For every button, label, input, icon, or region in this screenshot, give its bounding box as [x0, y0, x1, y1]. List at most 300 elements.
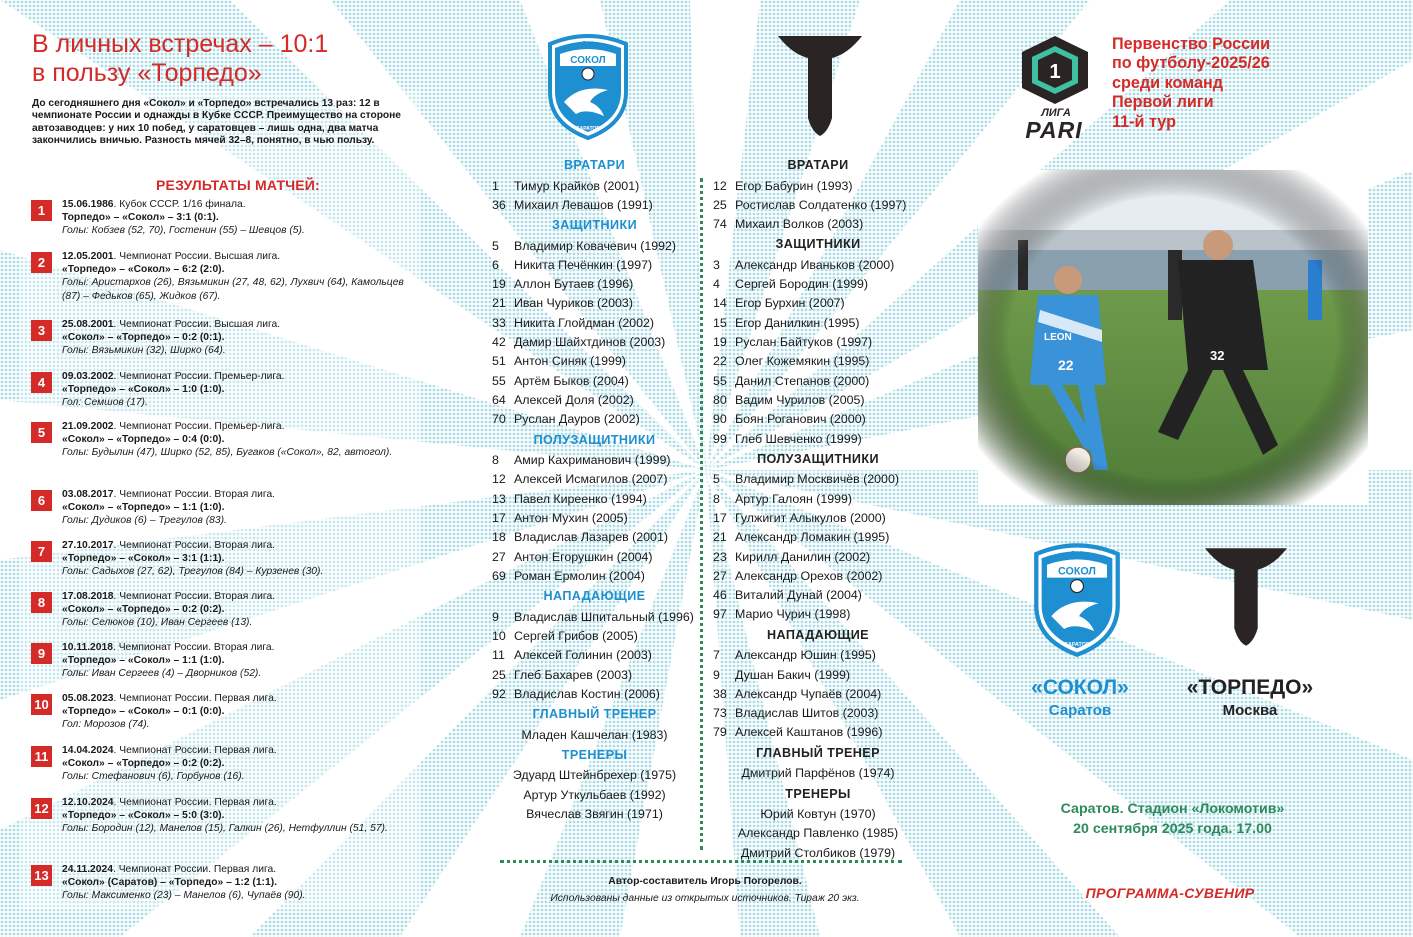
headline	[32, 30, 472, 88]
match-goals: Голы: Вязьмикин (32), Ширко (64).	[62, 345, 226, 357]
match-text	[62, 488, 407, 528]
player-row	[492, 275, 697, 294]
match-score: «Торпедо» – «Сокол» – 6:2 (2:0).	[62, 264, 225, 276]
midfielders-title: ПОЛУЗАЩИТНИКИ	[533, 432, 656, 447]
head-coach-title: ГЛАВНЫЙ ТРЕНЕР	[532, 707, 657, 722]
team-b-name: «ТОРПЕДО»	[1186, 676, 1314, 699]
torpedo-logo-icon	[778, 36, 862, 136]
player-number: 19	[713, 335, 727, 350]
team-a-city: Саратов	[1048, 702, 1112, 719]
match-competition: . Чемпионат России. Вторая лига.	[112, 642, 275, 653]
player-name: Владимир Москвичёв (2000)	[735, 472, 899, 487]
player-number: 12	[713, 178, 727, 193]
match-header	[62, 591, 275, 602]
results-title: РЕЗУЛЬТАТЫ МАТЧЕЙ:	[156, 177, 320, 193]
match-competition: . Чемпионат России. Премьер-лига.	[113, 421, 285, 432]
venue-line1: Саратов. Стадион «Локомотив»	[1060, 801, 1285, 817]
match-goals: Голы: Стефанович (6), Горбунов (16).	[62, 771, 245, 783]
intro-paragraph: До сегодняшнего дня «Сокол» и «Торпедо» встречались 13 раз: 12 в чемпионате России и однажды в Кубке СССР. Преимущество на стороне автозаводцев: у них 10 побед, у саратовцев – лишь одна, два матча закончились вничью. Разность мячей 32–8, понятно, в чью пользу.	[32, 98, 401, 147]
player-number: 13	[492, 491, 506, 506]
player-row	[713, 548, 923, 567]
player-name: Алексей Голинин (2003)	[514, 648, 652, 663]
match-number-badge: 11	[31, 746, 52, 767]
player-row	[492, 528, 697, 547]
player-number: 55	[492, 373, 506, 388]
tournament-line4: Первой лиги	[1112, 93, 1214, 112]
match-competition: . Чемпионат России. Первая лига.	[113, 693, 277, 704]
player-number: 19	[492, 277, 506, 292]
player-name: Антон Егорушкин (2004)	[514, 549, 653, 564]
match-score: «Сокол» – «Торпедо» – 1:1 (1:0).	[62, 502, 225, 514]
player-row	[492, 177, 697, 196]
divider-vertical	[700, 178, 703, 850]
player-number: 80	[713, 392, 727, 407]
player-name: Владислав Лазарев (2001)	[514, 530, 668, 545]
match-goals: Голы: Садыхов (27, 62), Трегулов (84) – Курзенев (30).	[62, 566, 324, 578]
credits-author: Автор-составитель Игорь Погорелов.	[608, 876, 802, 887]
match-header	[62, 693, 277, 704]
match-header	[62, 797, 277, 808]
player-name: Алексей Исмагилов (2007)	[514, 472, 668, 487]
player-row	[713, 352, 923, 371]
player-name: Данил Степанов (2000)	[735, 373, 870, 388]
match-header	[62, 642, 274, 653]
match-score: «Торпедо» – «Сокол» – 0:1 (0:0).	[62, 706, 225, 718]
match-score: «Торпедо» – «Сокол» – 3:1 (1:1).	[62, 553, 225, 565]
match-number-badge: 5	[31, 422, 52, 443]
player-name: Кирилл Данилин (2002)	[735, 549, 871, 564]
defenders-title: ЗАЩИТНИКИ	[775, 237, 861, 252]
player-number: 27	[713, 568, 727, 583]
match-date: 15.06.1986	[62, 199, 114, 210]
souvenir-label: ПРОГРАММА-СУВЕНИР	[1085, 885, 1255, 901]
player-number: 5	[492, 238, 499, 253]
player-number: 9	[713, 667, 720, 682]
player-number: 18	[492, 530, 506, 545]
player-row	[492, 196, 697, 215]
match-date: 17.08.2018	[62, 591, 114, 602]
player-row	[713, 723, 923, 742]
player-row	[492, 548, 697, 567]
player-row	[713, 391, 923, 410]
match-goals: Голы: Будылин (47), Ширко (52, 85), Бугаков («Сокол», 82, автогол).	[62, 447, 393, 459]
match-date: 24.11.2024	[62, 864, 113, 875]
player-row	[492, 490, 697, 509]
match-number-badge: 2	[31, 252, 52, 273]
tournament-line2: по футболу-2025/26	[1112, 54, 1270, 73]
player-name: Вадим Чурилов (2005)	[735, 392, 865, 407]
sokol-crest-name: СОКОЛ	[570, 55, 606, 66]
player-row	[492, 627, 697, 646]
player-number: 46	[713, 588, 727, 603]
player-row	[713, 490, 923, 509]
player-row	[713, 372, 923, 391]
match-number-badge: 12	[31, 798, 52, 819]
coach-name: Александр Павленко (1985)	[737, 826, 899, 841]
player-row	[492, 685, 697, 704]
player-number: 27	[492, 549, 506, 564]
player-row	[713, 567, 923, 586]
player-number: 8	[713, 491, 720, 506]
player-name: Сергей Бородин (1999)	[735, 277, 869, 292]
league-digit: 1	[1049, 61, 1061, 83]
player-name: Михаил Волков (2003)	[735, 217, 864, 232]
player-number: 25	[492, 667, 506, 682]
match-header	[62, 864, 276, 875]
player-row	[492, 314, 697, 333]
match-score: «Сокол» – «Торпедо» – 0:2 (0:2).	[62, 758, 225, 770]
tournament-line5: 11-й тур	[1112, 112, 1176, 131]
match-date: 25.08.2001	[62, 319, 114, 330]
player-number: 15	[713, 315, 727, 330]
player-row	[713, 430, 923, 449]
player-number: 1	[492, 178, 499, 193]
match-number-badge: 7	[31, 541, 52, 562]
player-name: Глеб Бахарев (2003)	[514, 667, 633, 682]
match-header	[62, 371, 284, 382]
coach-name: Юрий Ковтун (1970)	[760, 807, 876, 822]
player-name: Владислав Шпитальный (1996)	[514, 609, 694, 624]
player-number: 69	[492, 568, 506, 583]
sokol-roster	[492, 155, 697, 824]
match-date: 10.11.2018	[62, 642, 113, 653]
player-number: 8	[492, 453, 499, 468]
match-text	[62, 641, 407, 681]
player-row	[492, 666, 697, 685]
player-name: Александр Юшин (1995)	[735, 648, 876, 663]
forwards-title: НАПАДАЮЩИЕ	[543, 589, 646, 604]
player-row	[492, 237, 697, 256]
player-row	[713, 685, 923, 704]
match-score: «Сокол» – «Торпедо» – 0:2 (0:1).	[62, 332, 225, 344]
player-number: 92	[492, 686, 506, 701]
match-score: «Сокол» – «Торпедо» – 0:4 (0:0).	[62, 434, 225, 446]
league-word1: ЛИГА	[1041, 107, 1071, 119]
match-text	[62, 744, 407, 784]
player-name: Антон Синяк (1999)	[514, 354, 626, 369]
player-name: Павел Киреенко (1994)	[514, 491, 647, 506]
match-number-badge: 1	[31, 200, 52, 221]
match-score: Торпедо» – «Сокол» – 3:1 (0:1).	[62, 212, 219, 224]
player-number: 17	[713, 510, 727, 525]
sokol-crest-icon	[546, 32, 630, 140]
player-number: 90	[713, 412, 727, 427]
coach-name: Артур Уткульбаев (1992)	[523, 787, 666, 802]
player-name: Владислав Костин (2006)	[514, 686, 660, 701]
match-header	[62, 540, 275, 551]
player-row	[713, 215, 923, 234]
sokol-crest-city-large: САРАТОВ	[1064, 642, 1090, 649]
match-competition: . Кубок СССР. 1/16 финала.	[113, 199, 246, 210]
player-row	[713, 196, 923, 215]
match-competition: . Чемпионат России. Первая лига.	[113, 797, 277, 808]
player-row	[492, 646, 697, 665]
player-name: Боян Роганович (2000)	[735, 412, 866, 427]
player-number: 51	[492, 354, 506, 369]
player-row	[713, 256, 923, 275]
match-text	[62, 370, 407, 410]
match-score: «Торпедо» – «Сокол» – 1:0 (1:0).	[62, 384, 225, 396]
match-text	[62, 863, 407, 903]
player-number: 99	[713, 431, 727, 446]
player-number: 4	[713, 277, 720, 292]
player-name: Александр Иваньков (2000)	[735, 257, 895, 272]
player-number: 42	[492, 335, 506, 350]
player-row	[713, 410, 923, 429]
player-number: 12	[492, 472, 506, 487]
match-number-badge: 13	[31, 865, 52, 886]
player-number: 9	[492, 609, 499, 624]
match-date: 12.05.2001	[62, 251, 114, 262]
player-number: 70	[492, 412, 506, 427]
match-header	[62, 489, 275, 500]
player-row	[713, 509, 923, 528]
head-coach-name: Младен Кашчелан (1983)	[521, 727, 668, 742]
match-score: «Торпедо» – «Сокол» – 1:1 (1:0).	[62, 655, 225, 667]
player-name: Тимур Крайков (2001)	[514, 178, 640, 193]
sokol-crest-top-large: ПФК	[1071, 551, 1083, 558]
player-name: Егор Бурхин (2007)	[735, 296, 845, 311]
sokol-crest-name-large: СОКОЛ	[1058, 565, 1096, 578]
head-coach-name: Дмитрий Парфёнов (1974)	[741, 766, 895, 781]
tournament-info	[1112, 35, 1392, 132]
goalkeepers-title: ВРАТАРИ	[563, 158, 626, 172]
team-a-name: «СОКОЛ»	[1031, 676, 1129, 699]
match-date: 05.08.2023	[62, 693, 114, 704]
match-date: 12.10.2024	[62, 797, 114, 808]
match-date: 03.08.2017	[62, 489, 114, 500]
venue-info	[1040, 799, 1305, 839]
player-name: Антон Мухин (2005)	[514, 510, 628, 525]
match-number-badge: 3	[31, 320, 52, 341]
player-number: 14	[713, 296, 727, 311]
player-name: Александр Чупаёв (2004)	[735, 686, 882, 701]
match-number-badge: 8	[31, 592, 52, 613]
player-row	[492, 509, 697, 528]
player-name: Владимир Ковачевич (1992)	[514, 238, 677, 253]
player-number: 97	[713, 607, 727, 622]
player-name: Виталий Дунай (2004)	[735, 588, 862, 603]
match-goals: Гол: Морозов (74).	[62, 719, 150, 731]
coach-name: Дмитрий Столбиков (1979)	[740, 845, 896, 860]
player-number: 6	[492, 257, 499, 272]
player-row	[492, 391, 697, 410]
player-row	[492, 608, 697, 627]
headline-line2: в пользу «Торпедо»	[32, 59, 262, 87]
player-number: 17	[492, 510, 506, 525]
coach-name: Вячеслав Звягин (1971)	[526, 807, 663, 822]
match-text	[62, 420, 407, 460]
player-name: Глеб Шевченко (1999)	[735, 431, 862, 446]
player-row	[492, 410, 697, 429]
goalkeepers-title: ВРАТАРИ	[787, 158, 849, 172]
player-number: 21	[713, 530, 727, 545]
match-text	[62, 590, 407, 630]
match-date: 21.09.2002	[62, 421, 114, 432]
match-date: 09.03.2002	[62, 371, 114, 382]
player-name: Сергей Грибов (2005)	[514, 628, 638, 643]
player-row	[713, 294, 923, 313]
match-competition: . Чемпионат России. Высшая лига.	[113, 251, 281, 262]
match-competition: . Чемпионат России. Вторая лига.	[113, 540, 276, 551]
player-row	[713, 333, 923, 352]
player-row	[713, 605, 923, 624]
player-name: Роман Ермолин (2004)	[514, 568, 645, 583]
match-text	[62, 539, 407, 579]
player-number: 74	[713, 217, 727, 232]
match-text	[62, 250, 407, 303]
match-score: «Торпедо» – «Сокол» – 5:0 (3:0).	[62, 810, 225, 822]
player-name: Ростислав Солдатенко (1997)	[735, 197, 907, 212]
coach-name: Эдуард Штейнбрехер (1975)	[512, 768, 677, 783]
match-date: 27.10.2017	[62, 540, 114, 551]
player-number: 21	[492, 296, 506, 311]
player-number: 23	[713, 549, 727, 564]
coaches-title: ТРЕНЕРЫ	[561, 747, 628, 762]
defenders-title: ЗАЩИТНИКИ	[551, 218, 638, 233]
head-coach-title: ГЛАВНЫЙ ТРЕНЕР	[756, 745, 880, 760]
player-number: 33	[492, 315, 506, 330]
match-competition: . Чемпионат России. Вторая лига.	[113, 489, 276, 500]
player-name: Никита Глойдман (2002)	[514, 315, 655, 330]
match-number-badge: 4	[31, 372, 52, 393]
match-goals: Голы: Иван Сергеев (4) – Дворников (52).	[62, 668, 262, 680]
match-header	[62, 251, 280, 262]
player-row	[492, 333, 697, 352]
player-name: Артём Быков (2004)	[514, 373, 629, 388]
player-name: Владислав Шитов (2003)	[735, 706, 879, 721]
player-number: 55	[713, 373, 727, 388]
match-text	[62, 198, 407, 238]
match-text	[62, 318, 407, 358]
player-row	[713, 666, 923, 685]
match-score: «Сокол» – «Торпедо» – 0:2 (0:2).	[62, 604, 225, 616]
match-goals: Голы: Селюков (10), Иван Сергеев (13).	[62, 617, 253, 629]
player-number: 3	[713, 257, 720, 272]
player-row	[492, 372, 697, 391]
midfielders-title: ПОЛУЗАЩИТНИКИ	[757, 451, 879, 466]
player-number: 73	[713, 706, 727, 721]
league-pari-logo-icon	[1010, 34, 1100, 144]
match-text	[62, 796, 407, 836]
player-name: Никита Печёнкин (1997)	[514, 257, 653, 272]
player-name: Иван Чуриков (2003)	[514, 296, 633, 311]
sokol-crest-city: САРАТОВ	[576, 126, 600, 132]
player-number: 11	[492, 648, 505, 663]
match-header	[62, 745, 277, 756]
player-row	[713, 177, 923, 196]
player-name: Алексей Каштанов (1996)	[735, 725, 883, 740]
player-row	[713, 704, 923, 723]
player-name: Душан Бакич (1999)	[735, 667, 851, 682]
player-number: 36	[492, 197, 506, 212]
match-competition: . Чемпионат России. Вторая лига.	[113, 591, 276, 602]
player-name: Руслан Байтуков (1997)	[735, 335, 873, 350]
player-row	[492, 294, 697, 313]
torpedo-roster	[713, 155, 923, 863]
player-row	[713, 646, 923, 665]
match-competition: . Чемпионат России. Первая лига.	[112, 864, 277, 875]
player-name: Артур Галоян (1999)	[735, 491, 853, 506]
player-row	[713, 586, 923, 605]
match-number-badge: 9	[31, 643, 52, 664]
match-competition: . Чемпионат России. Первая лига.	[113, 745, 277, 756]
player-name: Михаил Левашов (1991)	[514, 197, 653, 212]
coaches-title: ТРЕНЕРЫ	[785, 786, 851, 801]
player-name: Амир Кахриманович (1999)	[514, 453, 671, 468]
forwards-title: НАПАДАЮЩИЕ	[767, 627, 869, 642]
venue-line2: 20 сентября 2025 года. 17.00	[1073, 821, 1272, 837]
match-goals: Голы: Дудиков (6) – Трегулов (83).	[62, 515, 227, 527]
player-number: 7	[713, 648, 720, 663]
match-goals: Голы: Аристархов (26), Вязьмикин (27, 48, 62), Лухвич (64), Камольцев (87) – Федьков (65), Жидков (67).	[62, 277, 404, 302]
match-goals: Гол: Семшов (17).	[62, 397, 148, 409]
player-number: 5	[713, 472, 720, 487]
player-name: Александр Орехов (2002)	[735, 568, 883, 583]
match-competition: . Чемпионат России. Премьер-лига.	[113, 371, 285, 382]
match-goals: Голы: Бородин (12), Манелов (15), Галкин (26), Нетфуллин (51, 57).	[62, 823, 388, 835]
match-header	[62, 421, 284, 432]
headline-line1: В личных встречах – 10:1	[32, 30, 329, 58]
match-competition: . Чемпионат России. Высшая лига.	[113, 319, 281, 330]
player-name: Алексей Доля (2002)	[514, 392, 634, 407]
match-number-badge: 6	[31, 490, 52, 511]
player-row	[492, 470, 697, 489]
player-row	[713, 470, 923, 489]
player-number: 38	[713, 686, 727, 701]
credits-note: Использованы данные из открытых источников. Тираж 20 экз.	[550, 893, 860, 904]
match-score: «Сокол» (Саратов) – «Торпедо» – 1:2 (1:1).	[62, 877, 278, 889]
player-name: Руслан Дауров (2002)	[514, 412, 640, 427]
league-word2: PARI	[1025, 117, 1083, 143]
player-row	[492, 567, 697, 586]
player-number: 10	[492, 628, 506, 643]
match-goals: Голы: Максименко (23) – Манелов (6), Чупаёв (90).	[62, 890, 306, 902]
player-name: Дамир Шайхтдинов (2003)	[514, 335, 666, 350]
player-row	[713, 275, 923, 294]
match-header	[62, 199, 246, 210]
player-name: Олег Кожемякин (1995)	[735, 354, 870, 369]
player-name: Марио Чурич (1998)	[735, 607, 851, 622]
match-header	[62, 319, 280, 330]
player-name: Гулжигит Алыкулов (2000)	[735, 510, 886, 525]
player-number: 64	[492, 392, 506, 407]
match-number-badge: 10	[31, 694, 52, 715]
player-number: 79	[713, 725, 727, 740]
match-goals: Голы: Кобзев (52, 70), Гостенин (55) – Шевцов (5).	[62, 225, 305, 237]
sokol-crest-top: ПФК	[582, 41, 594, 47]
player-row	[492, 352, 697, 371]
player-number: 22	[713, 354, 727, 369]
player-name: Аллон Бутаев (1996)	[514, 277, 634, 292]
team-b-city: Москва	[1222, 702, 1278, 719]
torpedo-logo-icon-large	[1205, 548, 1287, 646]
match-text	[62, 692, 407, 732]
football-match-photo	[978, 170, 1368, 505]
player-name: Александр Ломакин (1995)	[735, 530, 890, 545]
player-row	[492, 256, 697, 275]
player-row	[492, 451, 697, 470]
tournament-line3: среди команд	[1112, 73, 1223, 92]
tournament-line1: Первенство России	[1112, 35, 1271, 53]
player-row	[713, 528, 923, 547]
player-row	[713, 314, 923, 333]
credits	[470, 873, 940, 907]
player-name: Егор Данилкин (1995)	[735, 315, 860, 330]
player-number: 25	[713, 197, 727, 212]
match-date: 14.04.2024	[62, 745, 114, 756]
sokol-crest-icon-large	[1032, 540, 1122, 658]
